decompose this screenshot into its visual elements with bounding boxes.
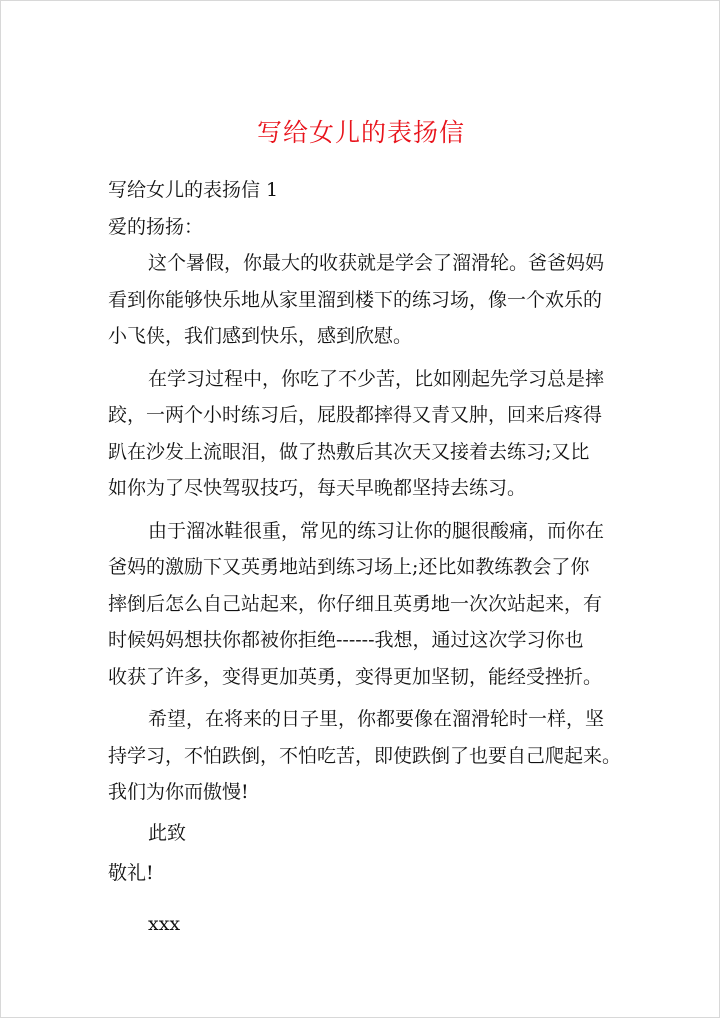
paragraph-line: 小飞侠，我们感到快乐，感到欣慰。 [108,325,413,347]
paragraph-line: 看到你能够快乐地从家里溜到楼下的练习场，像一个欢乐的 [108,288,603,311]
paragraph-line: 这个暑假，你最大的收获就是学会了溜滑轮。爸爸妈妈 [148,252,605,274]
signature: xxx [148,912,181,935]
paragraph-line: 持学习，不怕跌倒，不怕吃苦，即使跌倒了也要自己爬起来。 [108,744,622,767]
paragraph-line: 跤，一两个小时练习后，屁股都摔得又青又肿，回来后疼得 [108,404,603,426]
letter-subtitle: 写给女儿的表扬信 1 [108,179,279,201]
letter-greeting: 爱的扬扬： [108,215,204,238]
paragraph-4 [108,701,622,811]
paragraph-1 [108,245,618,355]
paragraph-line: 如你为了尽快驾驭技巧，每天早晚都坚持去练习。 [108,477,527,499]
paragraph-line: 由于溜冰鞋很重，常见的练习让你的腿很酸痛，而你在 [148,519,605,542]
paragraph-line: 时候妈妈想扶你都被你拒绝------我想，通过这次学习你也 [108,629,584,651]
document-title: 写给女儿的表扬信 [256,118,465,147]
closing-regards: 敬礼! [108,862,154,884]
paragraph-2 [108,361,618,507]
document-body [108,172,622,942]
paragraph-line: 摔倒后怎么自己站起来，你仔细且英勇地一次次站起来，有 [108,592,603,615]
paragraph-line: 收获了许多，变得更加英勇，变得更加坚韧，能经受挫折。 [108,665,603,688]
paragraph-line: 希望，在将来的日子里，你都要像在溜滑轮时一样，坚 [148,708,605,730]
paragraph-line: 趴在沙发上流眼泪，做了热敷后其次天又接着去练习;又比 [108,440,590,463]
paragraph-line: 爸妈的激励下又英勇地站到练习场上;还比如教练教会了你 [108,556,590,578]
paragraph-3 [108,513,618,696]
closing-salutation: 此致 [148,821,187,844]
paragraph-line: 在学习过程中，你吃了不少苦，比如刚起先学习总是摔 [148,367,605,390]
paragraph-line: 我们为你而傲慢! [108,781,249,803]
